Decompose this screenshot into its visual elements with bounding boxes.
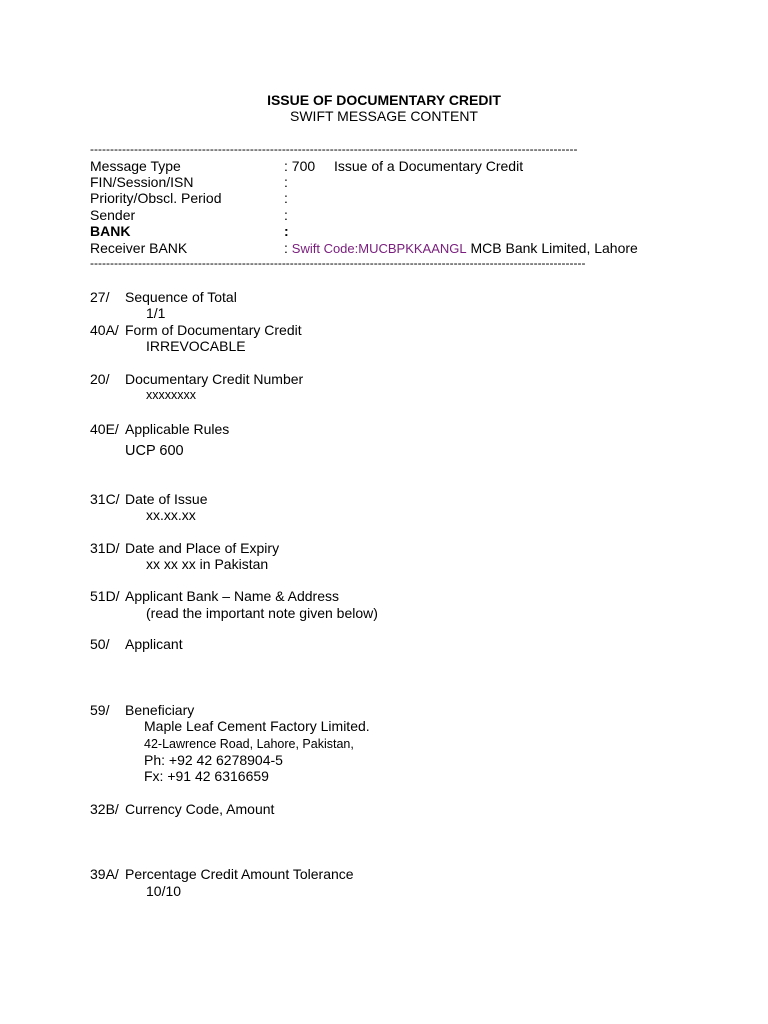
beneficiary-phone: Ph: +92 42 6278904-5 bbox=[144, 752, 283, 768]
receiver-bank-value bbox=[284, 240, 638, 256]
field-50-code: 50/ bbox=[90, 636, 110, 652]
field-32b-label: Currency Code, Amount bbox=[125, 801, 275, 817]
bank-colon: : bbox=[284, 223, 289, 239]
message-type-code: : 700 bbox=[284, 158, 316, 174]
field-31d-value: xx xx xx in Pakistan bbox=[146, 556, 269, 572]
field-31c-value: xx.xx.xx bbox=[146, 507, 196, 523]
field-39a-value: 10/10 bbox=[146, 883, 182, 899]
field-27-code: 27/ bbox=[90, 289, 110, 305]
document-subtitle: SWIFT MESSAGE CONTENT bbox=[290, 108, 478, 124]
bank-label: BANK bbox=[90, 223, 131, 239]
beneficiary-name: Maple Leaf Cement Factory Limited. bbox=[144, 718, 370, 734]
field-40a-label: Form of Documentary Credit bbox=[125, 322, 302, 338]
field-51d-value: (read the important note given below) bbox=[146, 605, 378, 621]
priority-label: Priority/Obscl. Period bbox=[90, 190, 222, 206]
field-39a-label: Percentage Credit Amount Tolerance bbox=[125, 866, 354, 882]
field-20-label: Documentary Credit Number bbox=[125, 371, 304, 387]
beneficiary-address: 42-Lawrence Road, Lahore, Pakistan, bbox=[144, 737, 354, 751]
document-title: ISSUE OF DOCUMENTARY CREDIT bbox=[267, 92, 501, 108]
field-27-value: 1/1 bbox=[146, 305, 166, 321]
field-40e-code: 40E/ bbox=[90, 421, 119, 437]
field-40e-value: UCP 600 bbox=[125, 443, 184, 459]
sender-colon: : bbox=[284, 207, 288, 223]
beneficiary-fax: Fx: +91 42 6316659 bbox=[144, 768, 269, 784]
field-20-code: 20/ bbox=[90, 371, 110, 387]
field-27-label: Sequence of Total bbox=[125, 289, 237, 305]
divider-bottom: ---------------------------------------------------------------------------------------------------------------------------- bbox=[90, 256, 586, 270]
field-51d-code: 51D/ bbox=[90, 588, 120, 604]
field-20-value: xxxxxxxx bbox=[146, 388, 196, 402]
field-59-code: 59/ bbox=[90, 702, 110, 718]
receiver-bank-name: MCB Bank Limited, Lahore bbox=[466, 240, 638, 256]
field-40e-label: Applicable Rules bbox=[125, 421, 230, 437]
field-40a-value: IRREVOCABLE bbox=[146, 338, 246, 354]
receiver-colon: : bbox=[284, 240, 292, 256]
field-50-label: Applicant bbox=[125, 636, 183, 652]
field-32b-code: 32B/ bbox=[90, 801, 119, 817]
field-31d-code: 31D/ bbox=[90, 540, 120, 556]
field-51d-label: Applicant Bank – Name & Address bbox=[125, 588, 340, 604]
field-31c-code: 31C/ bbox=[90, 491, 120, 507]
sender-label: Sender bbox=[90, 207, 136, 223]
fin-session-label: FIN/Session/ISN bbox=[90, 174, 194, 190]
field-39a-code: 39A/ bbox=[90, 866, 119, 882]
priority-colon: : bbox=[284, 190, 288, 206]
field-31c-label: Date of Issue bbox=[125, 491, 208, 507]
receiver-bank-label: Receiver BANK bbox=[90, 240, 188, 256]
field-31d-label: Date and Place of Expiry bbox=[125, 540, 280, 556]
swift-code: Swift Code:MUCBPKKAANGL bbox=[291, 241, 467, 256]
message-type-desc: Issue of a Documentary Credit bbox=[334, 158, 524, 174]
divider-top: -------------------------------------------------------------------------------------------------------------------------- bbox=[90, 142, 578, 156]
field-59-label: Beneficiary bbox=[125, 702, 195, 718]
field-40a-code: 40A/ bbox=[90, 322, 119, 338]
fin-session-colon: : bbox=[284, 174, 288, 190]
message-type-label: Message Type bbox=[90, 158, 181, 174]
